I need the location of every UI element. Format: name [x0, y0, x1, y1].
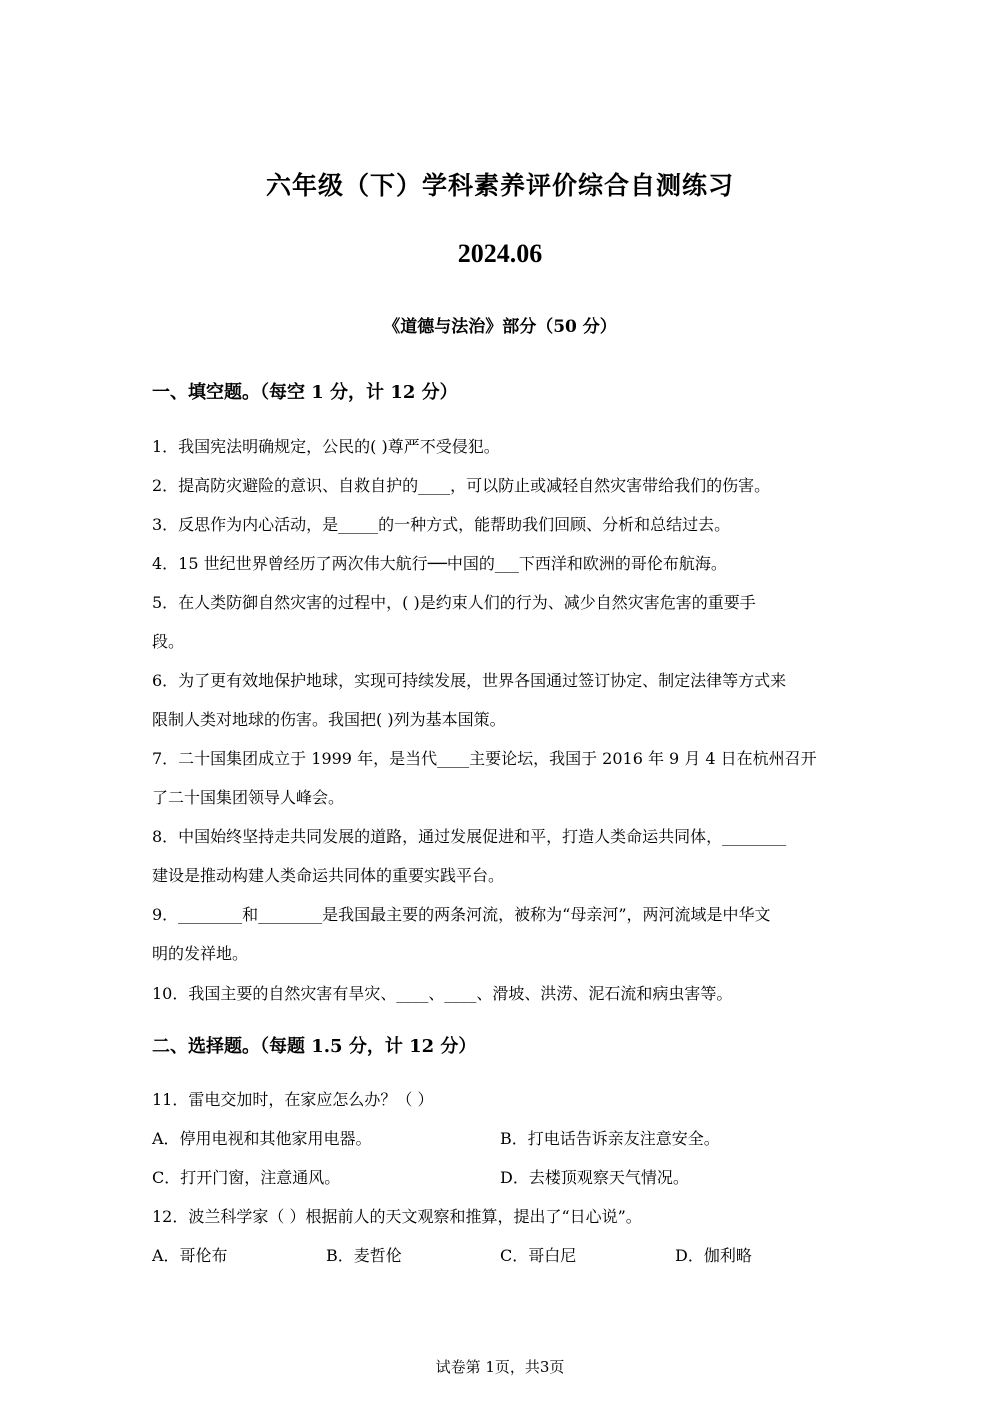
- section-heading-choice: 二、选择题。（每题 1.5 分，计 12 分）: [152, 1036, 477, 1057]
- question-line: 8．中国始终坚持走共同发展的道路，通过发展促进和平，打造人类命运共同体，________: [152, 827, 787, 846]
- page-footer: 试卷第 1页，共3页: [435, 1358, 565, 1376]
- question-line: 段。: [152, 632, 185, 651]
- question-line: 7．二十国集团成立于 1999 年，是当代____主要论坛，我国于 2016 年 9 月 4 日在杭州召开: [152, 749, 817, 768]
- exam-date: 2024.06: [457, 239, 543, 268]
- question-line: 6．为了更有效地保护地球，实现可持续发展，世界各国通过签订协定、制定法律等方式来: [152, 671, 787, 690]
- section-heading-fill-blank: 一、填空题。（每空 1 分，计 12 分）: [152, 382, 458, 403]
- question-line: 2．提高防灾避险的意识、自救自护的____，可以防止或减轻自然灾害带给我们的伤害。: [152, 476, 771, 495]
- question-line: 1．我国宪法明确规定，公民的( )尊严不受侵犯。: [152, 437, 500, 456]
- page-title: 六年级（下）学科素养评价综合自测练习: [265, 171, 734, 200]
- question-line: 限制人类对地球的伤害。我国把( )列为基本国策。: [152, 710, 506, 729]
- question-12-option-b: B．麦哲伦: [326, 1246, 402, 1265]
- question-12-option-d: D．伽利略: [675, 1246, 752, 1265]
- question-11-option-b: B．打电话告诉亲友注意安全。: [500, 1129, 720, 1148]
- question-12-option-a: A．哥伦布: [152, 1246, 228, 1265]
- question-line: 3．反思作为内心活动，是_____的一种方式，能帮助我们回顾、分析和总结过去。: [152, 515, 731, 534]
- question-12-option-c: C．哥白尼: [500, 1246, 577, 1265]
- question-line: 5．在人类防御自然灾害的过程中，( )是约束人们的行为、减少自然灾害危害的重要手: [152, 593, 756, 612]
- question-11-stem: 11．雷电交加时，在家应怎么办？（ ）: [152, 1090, 434, 1109]
- question-12-stem: 12．波兰科学家（ ）根据前人的天文观察和推算，提出了“日心说”。: [152, 1207, 642, 1226]
- question-line: 了二十国集团领导人峰会。: [152, 788, 345, 807]
- question-line: 9．________和________是我国最主要的两条河流，被称为“母亲河”，两河流域是中华文: [152, 905, 771, 924]
- subject-subtitle: 《道德与法治》部分（50 分）: [383, 317, 617, 337]
- question-11-option-c: C．打开门窗，注意通风。: [152, 1168, 341, 1187]
- question-line: 明的发祥地。: [152, 944, 249, 963]
- question-line: 10．我国主要的自然灾害有旱灾、____、____、滑坡、洪涝、泥石流和病虫害等。: [152, 984, 733, 1003]
- question-11-option-d: D．去楼顶观察天气情况。: [500, 1168, 689, 1187]
- question-line: 建设是推动构建人类命运共同体的重要实践平台。: [152, 866, 505, 885]
- question-11-option-a: A．停用电视和其他家用电器。: [152, 1129, 372, 1148]
- question-line: 4．15 世纪世界曾经历了两次伟大航行──中国的___下西洋和欧洲的哥伦布航海。: [152, 554, 727, 573]
